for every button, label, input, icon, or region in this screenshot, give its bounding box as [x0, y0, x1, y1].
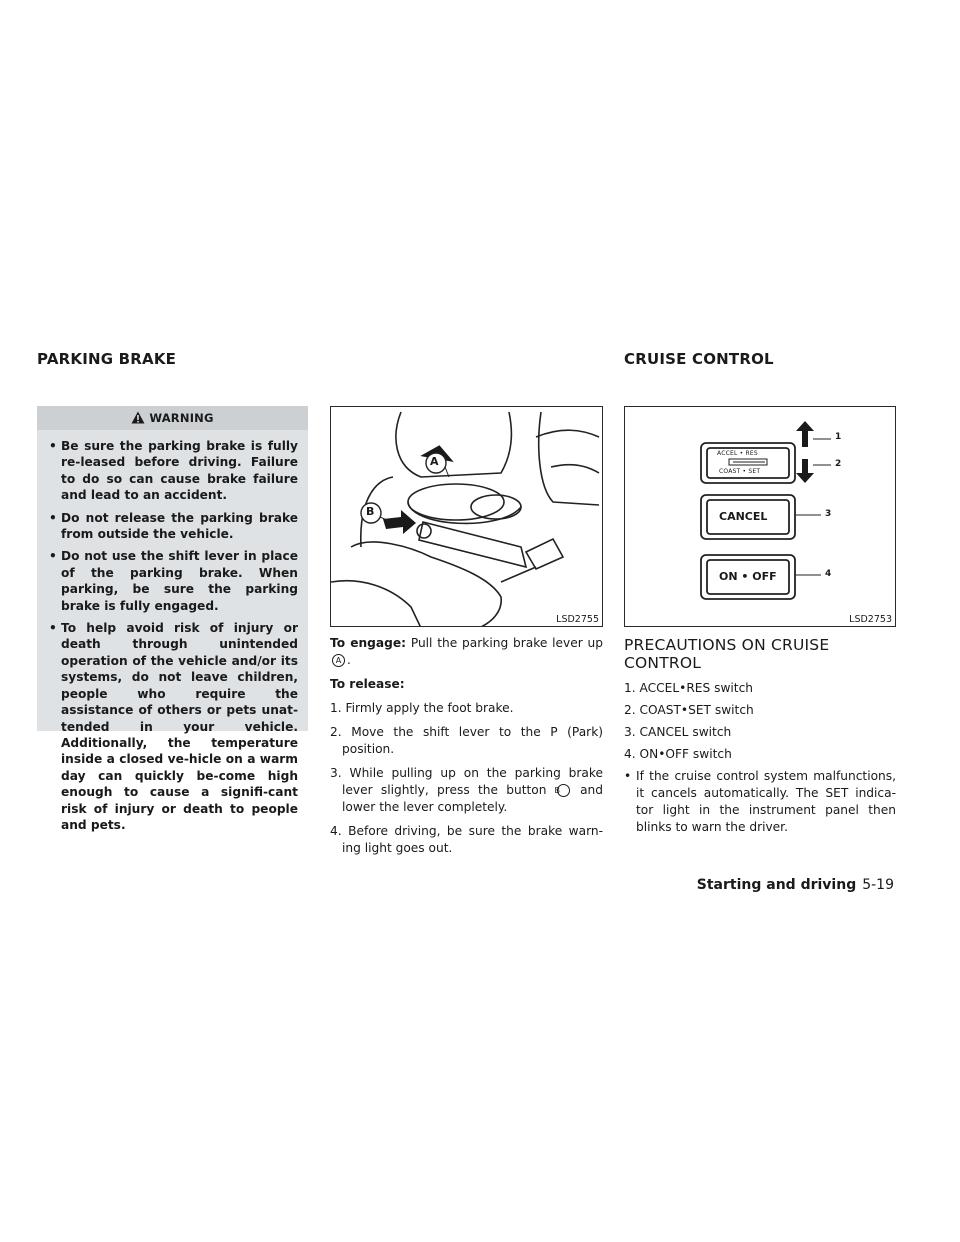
page-number: 5-19: [862, 877, 894, 893]
switch-on-off-label: ON • OFF: [719, 570, 777, 583]
warning-item: • Be sure the parking brake is fully re-leased before driving. Failure to do so can cause brake failure and lead to an accident.: [49, 438, 298, 504]
section-title-cruise-control: CRUISE CONTROL: [624, 350, 774, 368]
warning-box: [37, 406, 308, 832]
warning-triangle-icon: [131, 409, 145, 428]
cruise-control-switch-illustration: [624, 406, 896, 627]
figure-code: LSD2755: [556, 614, 599, 625]
cruise-control-text: [624, 636, 896, 836]
callout-b: B: [366, 505, 375, 518]
release-label: To release:: [330, 677, 405, 691]
section-title-parking-brake: PARKING BRAKE: [37, 350, 177, 368]
release-step: 1. Firmly apply the foot brake.: [330, 701, 514, 715]
precautions-heading: PRECAUTIONS ON CRUISE CONTROL: [624, 636, 830, 672]
switch-list-item: 1. ACCEL•RES switch: [624, 681, 754, 695]
warning-item: • Do not release the parking brake from outside the vehicle.: [49, 510, 298, 543]
engage-text: Pull the parking brake lever up: [410, 636, 603, 650]
warning-list: [37, 430, 308, 833]
parking-brake-illustration: [330, 406, 603, 627]
switch-accel-res-label: ACCEL • RES: [717, 450, 758, 457]
page-footer: [697, 877, 894, 893]
callout-1: 1: [835, 432, 842, 442]
engage-label: To engage:: [330, 636, 406, 650]
figure-code: LSD2753: [849, 614, 892, 625]
callout-a: A: [430, 455, 439, 468]
warning-item: • To help avoid risk of injury or death through unintended operation of the vehicle and/or its systems, do not leave children, people who require the assistance of others or pets unat-tended in your vehicle. Additionally, the temperature inside a closed ve-hicle on a warm day can quickly be-come high enough to cause a signifi-cant risk of injury or death to people and pets.: [49, 620, 298, 833]
release-step: 4. Before driving, be sure the brake warn-ing light goes out.: [330, 824, 604, 855]
switch-list-item: 3. CANCEL switch: [624, 725, 732, 739]
chapter-name: Starting and driving: [696, 877, 857, 893]
switch-list-item: 4. ON•OFF switch: [624, 747, 732, 761]
parking-brake-instructions: [330, 635, 603, 864]
malfunction-note: • If the cruise control system malfunctions, it cancels automatically. The SET indica-tor light in the instrument panel then blinks to warn the driver.: [624, 768, 896, 836]
switch-list-item: 2. COAST•SET switch: [624, 703, 754, 717]
callout-2: 2: [835, 459, 842, 469]
release-step: 2. Move the shift lever to the P (Park) position.: [330, 725, 604, 756]
switch-coast-set-label: COAST • SET: [719, 468, 761, 475]
warning-header: [37, 406, 308, 430]
callout-4: 4: [825, 569, 832, 579]
ref-b-icon: B: [557, 784, 570, 797]
warning-label: WARNING: [149, 411, 214, 425]
warning-item: • Do not use the shift lever in place of the parking brake. When parking, be sure the parking brake is fully engaged.: [49, 548, 298, 614]
switch-cancel-label: CANCEL: [719, 510, 768, 523]
ref-a-icon: A: [332, 654, 345, 667]
callout-3: 3: [825, 509, 832, 519]
engage-paragraph: To engage: Pull the parking brake lever up A .: [330, 636, 603, 667]
release-step: 3. While pulling up on the parking brake lever slightly, press the button B and lower the lever completely.: [330, 766, 604, 814]
